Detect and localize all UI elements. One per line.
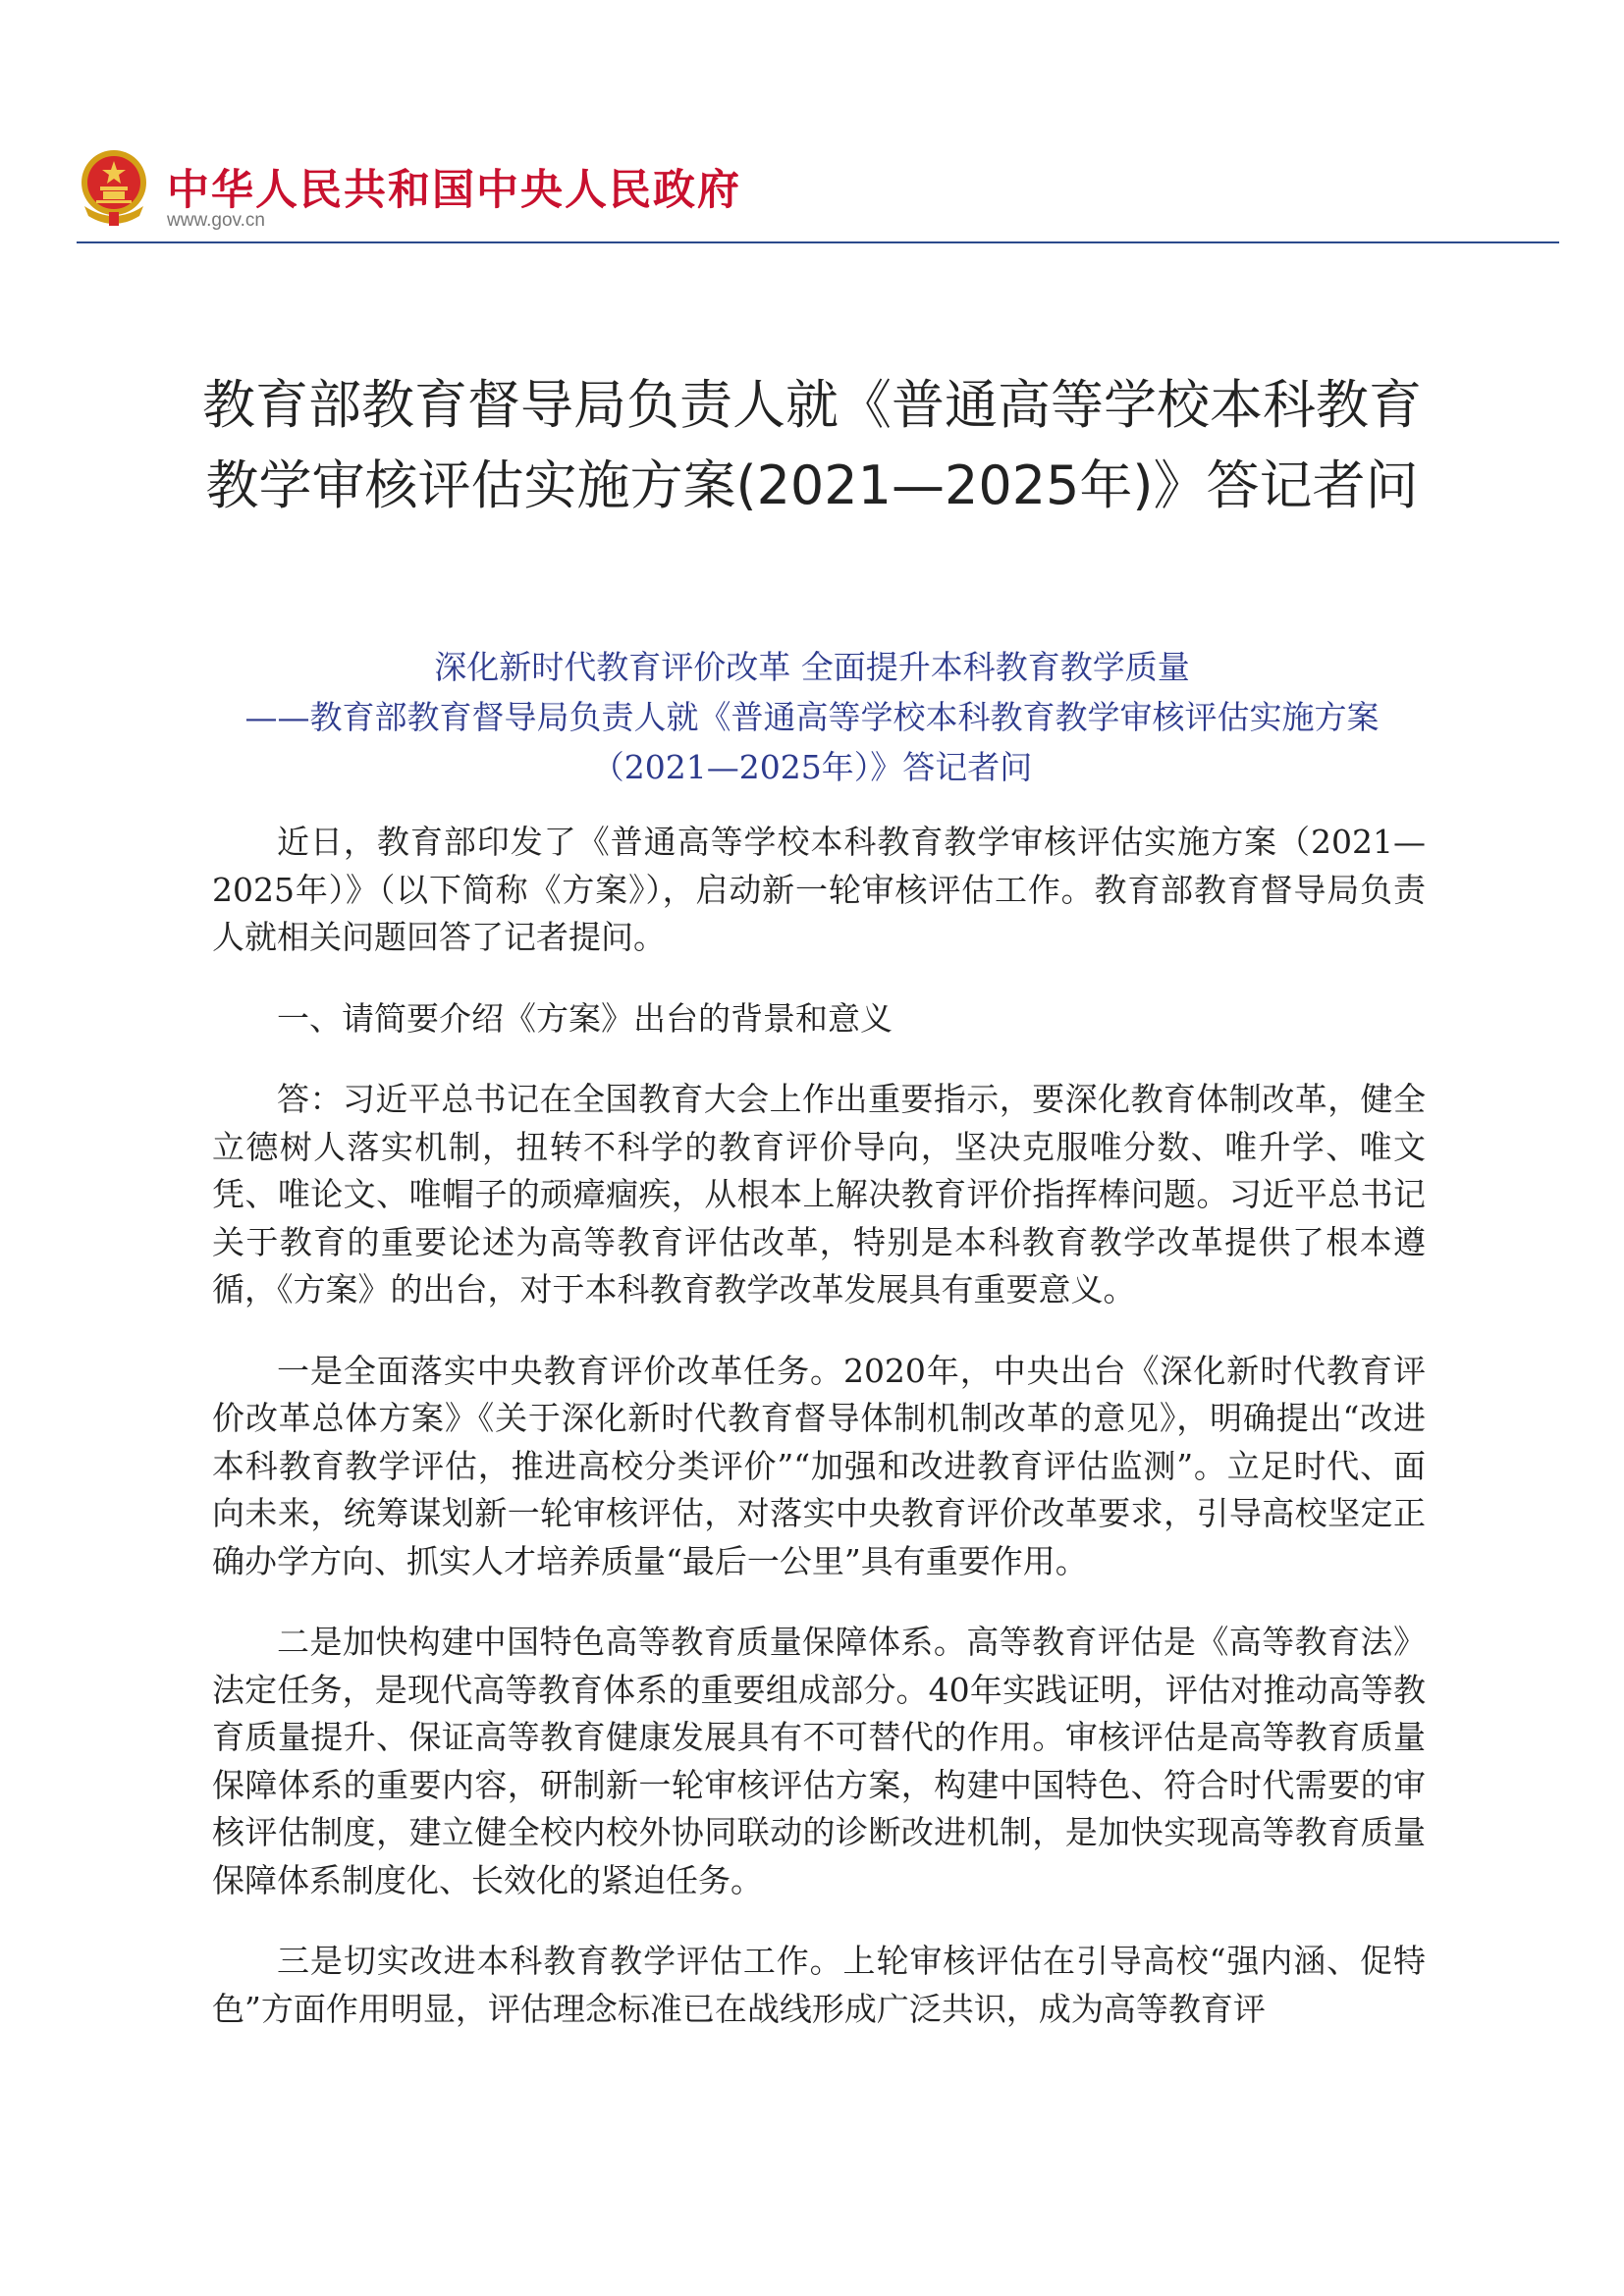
header-divider [77, 241, 1559, 243]
paragraph-answer: 答：习近平总书记在全国教育大会上作出重要指示，要深化教育体制改革，健全立德树人落实机制，扭转不科学的教育评价导向，坚决克服唯分数、唯升学、唯文凭、唯论文、唯帽子的顽瘴痼疾，从根本上解决教育评价指挥棒问题。习近平总书记关于教育的重要论述为高等教育评估改革，特别是本科教育教学改革提供了根本遵循，《方案》的出台，对于本科教育教学改革发展具有重要意义。 [212, 1080, 1426, 1308]
site-url[interactable]: www.gov.cn [167, 210, 265, 231]
article-subtitle [157, 642, 1467, 792]
paragraph-point-3: 三是切实改进本科教育教学评估工作。上轮审核评估在引导高校“强内涵、促特色”方面作用明显，评估理念标准已在战线形成广泛共识，成为高等教育评 [212, 1942, 1426, 2028]
paragraph-point-2: 二是加快构建中国特色高等教育质量保障体系。高等教育评估是《高等教育法》法定任务，是现代高等教育体系的重要组成部分。40年实践证明，评估对推动高等教育质量提升、保证高等教育健康发展具有不可替代的作用。审核评估是高等教育质量保障体系的重要内容，研制新一轮审核评估方案，构建中国特色、符合时代需要的审核评估制度，建立健全校内校外协同联动的诊断改进机制，是加快实现高等教育质量保障体系制度化、长效化的紧迫任务。 [212, 1623, 1426, 1899]
paragraph-point-1: 一是全面落实中央教育评价改革任务。2020年，中央出台《深化新时代教育评价改革总体方案》《关于深化新时代教育督导体制机制改革的意见》，明确提出“改进本科教育教学评估，推进高校分类评价”“加强和改进教育评估监测”。立足时代、面向未来，统筹谋划新一轮审核评估，对落实中央教育评价改革要求，引导高校坚定正确办学方向、抓实人才培养质量“最后一公里”具有重要作用。 [212, 1351, 1426, 1580]
subtitle-line-2: ——教育部教育督导局负责人就《普通高等学校本科教育教学审核评估实施方案 [244, 698, 1380, 736]
title-line-1: 教育部教育督导局负责人就《普通高等学校本科教育 [202, 374, 1422, 436]
article-body [212, 819, 1426, 2066]
paragraph-intro: 近日，教育部印发了《普通高等学校本科教育教学审核评估实施方案（2021—2025年）》（以下简称《方案》），启动新一轮审核评估工作。教育部教育督导局负责人就相关问题回答了记者提问。 [212, 823, 1426, 956]
subtitle-line-3: （2021—2025年）》答记者问 [591, 748, 1033, 786]
page-title [118, 365, 1506, 526]
question-heading: 一、请简要介绍《方案》出台的背景和意义 [277, 998, 893, 1038]
site-header [77, 147, 1559, 245]
national-emblem-icon [77, 147, 151, 228]
site-name[interactable]: 中华人民共和国中央人民政府 [167, 166, 741, 215]
subtitle-line-1: 深化新时代教育评价改革 全面提升本科教育教学质量 [434, 648, 1190, 686]
title-line-2: 教学审核评估实施方案(2021—2025年)》答记者问 [205, 454, 1419, 516]
